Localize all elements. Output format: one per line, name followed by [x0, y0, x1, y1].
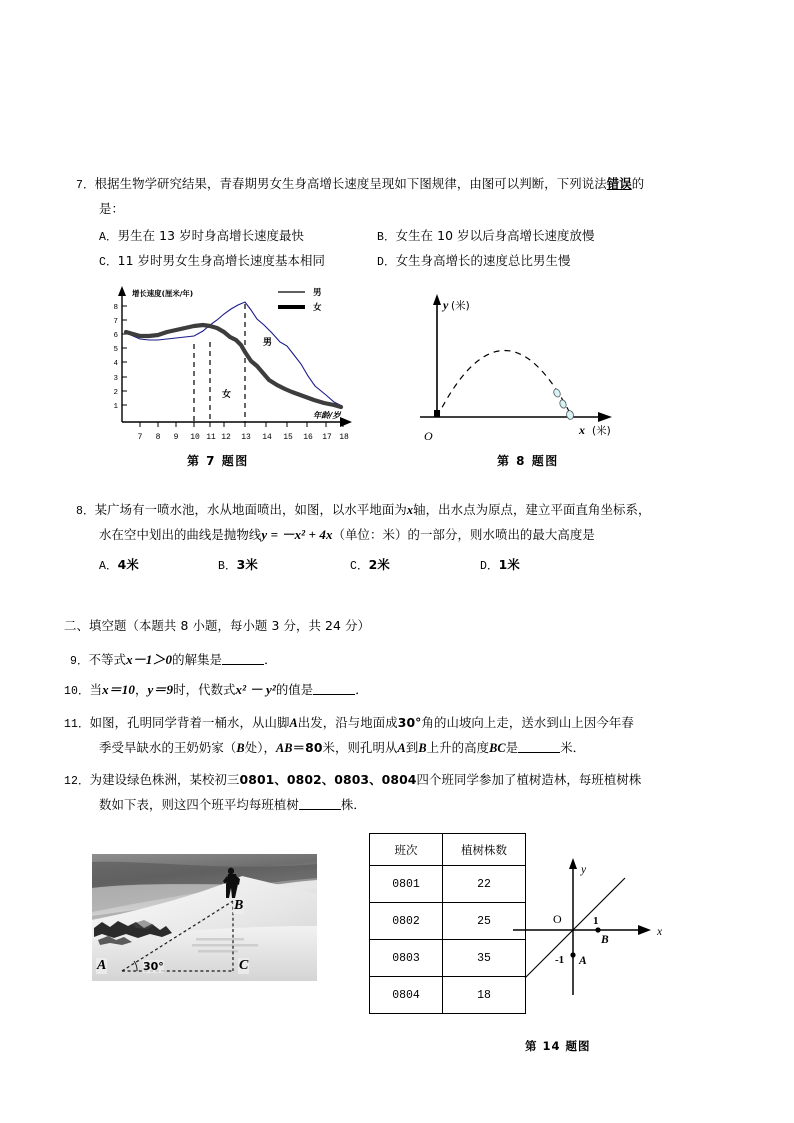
svg-text:17: 17 — [322, 433, 332, 442]
fig14-x-axis-label: x — [657, 926, 663, 938]
q8-option-a-text: 4米 — [117, 557, 139, 572]
question-9-tail: ． — [264, 652, 277, 667]
question-12-text-c: 数如下表，则这四个班平均每班植树 — [99, 797, 299, 812]
svg-text:3: 3 — [113, 375, 118, 383]
svg-text:7: 7 — [113, 318, 118, 326]
option-a-text: 男生在 13 岁时身高增长速度最快 — [117, 228, 305, 243]
question-11-answer-blank[interactable] — [518, 740, 560, 753]
fountain-parabola-svg — [420, 282, 620, 442]
q8-option-b-text: 3米 — [236, 557, 258, 572]
q8-option-b-tag: B． — [218, 560, 237, 573]
question-8-text-c: 水在空中划出的曲线是抛物线 — [99, 527, 262, 542]
svg-text:1: 1 — [113, 403, 118, 411]
table-header-class: 班次 — [370, 834, 443, 866]
question-11-text-f: 米，则孔明从 — [322, 740, 398, 755]
svg-text:15: 15 — [283, 433, 293, 442]
chart7-y-ticks — [122, 306, 127, 405]
question-10-text-b: 时，代数式 — [173, 682, 236, 697]
question-9-text-b: 的解集是 — [172, 652, 223, 667]
question-7-stem-text-a: 根据生物学研究结果，青春期男女生身高增长速度呈现如下图规律，由图可以判断，下列说法 — [94, 176, 607, 191]
fig14-line — [525, 878, 625, 978]
fig8-water-droplets — [553, 388, 575, 420]
svg-text:8: 8 — [155, 433, 161, 442]
question-8-stem-line2 — [99, 525, 595, 545]
question-9-text-a: 不等式 — [88, 652, 127, 667]
question-11-point-a: A — [289, 716, 298, 730]
photo-label-b: B — [234, 898, 244, 913]
question-8-option-a[interactable] — [99, 555, 139, 577]
question-9-answer-blank[interactable] — [222, 652, 264, 665]
svg-text:13: 13 — [241, 433, 251, 442]
question-9 — [70, 650, 277, 672]
question-8-option-b[interactable] — [218, 555, 258, 577]
question-8-text-a: 某广场有一喷水池，水从地面喷出，如图，以水平地面为 — [94, 502, 407, 517]
question-11-unit: 米． — [560, 740, 586, 755]
fig8-y-axis-label: y — [443, 298, 449, 312]
question-11-line1 — [64, 713, 634, 735]
fig14-tick-label-neg1: -1 — [555, 954, 565, 966]
mountain-photo-svg — [92, 854, 317, 981]
question-12-text-b: 四个班同学参加了植树造林，每班植树株 — [416, 772, 642, 787]
table-row — [370, 940, 526, 977]
photo-label-a: A — [97, 958, 107, 973]
svg-text:10: 10 — [190, 433, 200, 442]
table-row — [370, 903, 526, 940]
chart7-legend — [278, 288, 322, 313]
question-11-segment-ab: AB — [276, 741, 293, 755]
fig14-x-arrow-icon — [638, 925, 651, 935]
question-10-sep: ， — [135, 682, 148, 697]
option-b-tag: B． — [377, 231, 396, 244]
chart7-reference-lines — [194, 304, 245, 422]
question-7-option-b[interactable] — [377, 226, 595, 248]
question-10-tail: ． — [355, 682, 368, 697]
question-10 — [64, 680, 368, 702]
mountain-photo-figure — [92, 854, 317, 981]
figure-8-caption: 第 8 题图 — [497, 454, 559, 468]
table-cell-count: 25 — [443, 903, 526, 940]
question-7-number: 7． — [76, 179, 95, 192]
option-d-text: 女生身高增长的速度总比男生慢 — [395, 253, 571, 268]
fig14-label-a: A — [579, 955, 587, 967]
table-cell-class: 0801 — [370, 866, 443, 903]
question-9-expression: x－1＞0 — [126, 652, 173, 667]
question-12-line2 — [99, 795, 366, 815]
question-10-expr-x: x＝10 — [102, 682, 136, 697]
growth-speed-chart — [100, 282, 375, 442]
question-8-number: 8． — [76, 505, 95, 518]
fig14-point-b — [595, 927, 600, 932]
svg-text:9: 9 — [173, 433, 179, 442]
svg-text:2: 2 — [113, 389, 118, 397]
fig8-x-axis-label: x — [579, 423, 585, 437]
fig14-label-b: B — [601, 934, 609, 946]
q8-option-c-text: 2米 — [368, 557, 390, 572]
chart7-label-male: 男 — [263, 338, 273, 348]
option-b-text: 女生在 10 岁以后身高增长速度放慢 — [395, 228, 595, 243]
table-cell-class: 0804 — [370, 977, 443, 1014]
question-8-x-symbol: x — [406, 503, 414, 517]
chart7-x-tick-labels — [138, 433, 349, 442]
question-7-option-a[interactable] — [99, 226, 304, 248]
table-cell-class: 0803 — [370, 940, 443, 977]
fig14-y-axis-label: y — [581, 864, 587, 876]
question-10-expr-y: y＝9 — [147, 682, 174, 697]
fig14-y-arrow-icon — [569, 858, 577, 869]
chart7-series-male — [126, 302, 342, 406]
question-11-line2 — [99, 738, 585, 758]
chart7-y-arrow-icon — [118, 286, 126, 296]
fountain-parabola-figure — [420, 282, 620, 442]
chart7-x-arrow-icon — [340, 417, 352, 427]
fig8-x-arrow-icon — [598, 412, 612, 422]
table-row — [370, 977, 526, 1014]
tree-planting-table — [369, 833, 526, 1014]
question-11-ab-value: ＝80 — [292, 740, 323, 755]
photo-angle-label: 30° — [143, 960, 164, 973]
fig8-y-unit-label: (米) — [451, 300, 470, 312]
question-12-number: 12． — [64, 775, 90, 788]
question-10-text-c: 的值是 — [275, 682, 314, 697]
chart7-x-axis-title: 年龄/岁 — [313, 410, 341, 420]
question-8-option-d[interactable] — [480, 555, 520, 577]
question-12-class-list: 0801、0802、0803、0804 — [239, 772, 417, 787]
table-cell-count: 18 — [443, 977, 526, 1014]
question-11-point-b2: B — [418, 741, 427, 755]
option-a-tag: A． — [99, 231, 118, 244]
question-10-answer-blank[interactable] — [313, 682, 355, 695]
question-11-text-h: 上升的高度 — [426, 740, 490, 755]
chart7-y-axis-title: 增长速度(厘米/年) — [132, 289, 194, 298]
svg-text:16: 16 — [303, 433, 313, 442]
question-9-number: 9． — [70, 655, 89, 668]
question-12-text-a: 为建设绿色株洲，某校初三 — [89, 772, 240, 787]
table-cell-class: 0802 — [370, 903, 443, 940]
question-10-number: 10． — [64, 685, 90, 698]
question-8-text-d: （单位：米）的一部分，则水喷出的最大高度是 — [332, 527, 595, 542]
question-12-line1 — [64, 770, 641, 792]
figure-14-svg — [513, 845, 683, 1005]
question-10-expr-value: x² － y² — [235, 682, 276, 697]
question-8-formula: y = －x² + 4x — [261, 527, 333, 542]
question-11-text-d: 季受旱缺水的王奶奶家（ — [99, 740, 237, 755]
question-7-stem-line2: 是： — [99, 201, 124, 216]
table-row — [370, 866, 526, 903]
chart7-legend-label-female: 女 — [313, 303, 322, 313]
fig8-origin-label: O — [424, 429, 433, 442]
question-8-option-c[interactable] — [350, 555, 390, 577]
q8-option-d-text: 1米 — [498, 557, 520, 572]
question-7-stem-text-b: 的 — [631, 176, 645, 191]
table-header-count: 植树株数 — [443, 834, 526, 866]
svg-text:4: 4 — [113, 360, 118, 368]
q8-option-d-tag: D． — [480, 560, 499, 573]
figure-14-coordinate-plane — [513, 845, 683, 1005]
question-7-option-d[interactable] — [377, 251, 570, 273]
table-cell-count: 35 — [443, 940, 526, 977]
figure-14-caption: 第 14 题图 — [525, 1039, 591, 1053]
svg-text:14: 14 — [262, 433, 272, 442]
photo-label-c: C — [239, 958, 249, 973]
question-7-option-c[interactable] — [99, 251, 325, 273]
table-header-row — [370, 834, 526, 866]
question-11-text-g: 到 — [405, 740, 419, 755]
fig14-tick-label-1: 1 — [593, 915, 599, 927]
q8-option-a-tag: A． — [99, 560, 118, 573]
question-10-text-a: 当 — [89, 682, 103, 697]
question-11-text-c: 角的山坡向上走，送水到山上因今年春 — [421, 715, 634, 730]
svg-text:18: 18 — [339, 433, 349, 442]
question-7-emphasis: 错误 — [606, 176, 632, 191]
chart7-legend-label-male: 男 — [313, 288, 322, 298]
option-c-text: 11 岁时男女生身高增长速度基本相同 — [117, 253, 325, 268]
fig8-x-unit-label: (米) — [592, 425, 611, 437]
section-2-title: 二、填空题（本题共 8 小题，每小题 3 分，共 24 分） — [64, 618, 370, 633]
svg-text:6: 6 — [113, 332, 118, 340]
fig8-parabola-curve — [437, 351, 572, 418]
question-8-text-b: 轴，出水点为原点，建立平面直角坐标系， — [413, 502, 651, 517]
fig14-point-a — [570, 952, 575, 957]
question-11-angle: 30° — [397, 715, 422, 730]
question-8-stem-line1 — [76, 500, 650, 522]
svg-text:11: 11 — [206, 433, 216, 442]
chart7-label-female: 女 — [222, 390, 232, 400]
svg-text:8: 8 — [113, 304, 118, 312]
figure-7-caption: 第 7 题图 — [187, 454, 249, 468]
question-11-text-a: 如图，孔明同学背着一桶水，从山脚 — [89, 715, 290, 730]
fig14-origin-label: O — [553, 912, 562, 926]
svg-text:12: 12 — [221, 433, 231, 442]
chart7-x-ticks — [140, 422, 343, 427]
question-11-text-e: 处）， — [244, 740, 276, 755]
q8-option-c-tag: C． — [350, 560, 369, 573]
question-11-point-b: B — [236, 741, 245, 755]
question-12-text-d: 株． — [340, 797, 366, 812]
question-11-segment-bc: BC — [489, 741, 506, 755]
question-11-point-a2: A — [397, 741, 406, 755]
growth-speed-chart-svg — [100, 282, 375, 442]
chart7-y-tick-labels — [113, 304, 118, 411]
question-11-text-b: 出发，沿与地面成 — [297, 715, 398, 730]
option-c-tag: C． — [99, 256, 118, 269]
question-7-stem-line1 — [76, 174, 644, 196]
question-11-number: 11． — [64, 718, 90, 731]
question-11-text-i: 是 — [505, 740, 519, 755]
option-d-tag: D． — [377, 256, 396, 269]
table-cell-count: 22 — [443, 866, 526, 903]
chart7-series-female — [126, 325, 341, 407]
question-12-answer-blank[interactable] — [299, 797, 341, 810]
fig8-y-arrow-icon — [433, 294, 441, 305]
svg-text:5: 5 — [113, 346, 118, 354]
svg-text:7: 7 — [137, 433, 143, 442]
